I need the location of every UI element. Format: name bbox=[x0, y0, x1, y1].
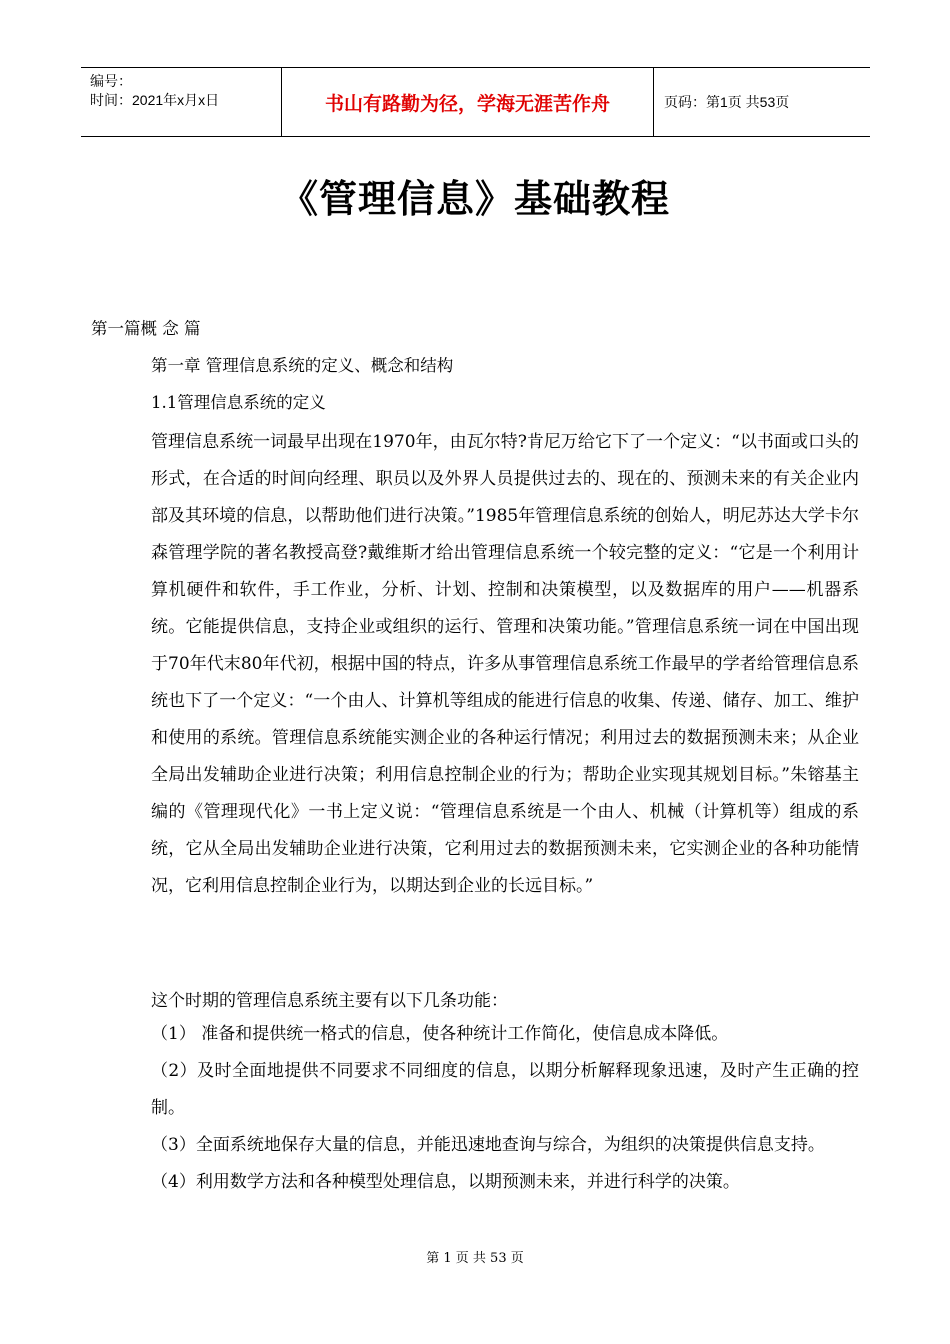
time-label: 时间：2021年x月x日 bbox=[90, 92, 220, 108]
list-item: （2）及时全面地提供不同要求不同细度的信息，以期分析解释现象迅速，及时产生正确的控制。 bbox=[151, 1061, 859, 1118]
serial-label: 编号： bbox=[90, 73, 132, 89]
section-heading: 1.1管理信息系统的定义 bbox=[151, 393, 326, 412]
document-header bbox=[81, 67, 870, 137]
definition-paragraph: 管理信息系统一词最早出现在1970年，由瓦尔特?肯尼万给它下了一个定义：“以书面或口头的形式，在合适的时间向经理、职员以及外界人员提供过去的、现在的、预测未来的有关企业内部及其环境的信息，以帮助他们进行决策。”1985年管理信息系统的创始人，明尼苏达大学卡尔森管理学院的著名教授高登?戴维斯才给出管理信息系统一个较完整的定义：“它是一个利用计算机硬件和软件，手工作业，分析、计划、控制和决策模型，以及数据库的用户——机器系统。它能提供信息，支持企业或组织的运行、管理和决策功能。”管理信息系统一词在中国出现于70年代末80年代初，根据中国的特点，许多从事管理信息系统工作最早的学者给管理信息系统也下了一个定义：“一个由人、计算机等组成的能进行信息的收集、传递、储存、加工、维护和使用的系统。管理信息系统能实测企业的各种运行情况；利用过去的数据预测未来；从企业全局出发辅助企业进行决策；利用信息控制企业的行为；帮助企业实现其规划目标。”朱镕基主编的《管理现代化》一书上定义说：“管理信息系统是一个由人、机械（计算机等）组成的系统，它从全局出发辅助企业进行决策，它利用过去的数据预测未来，它实测企业的各种功能情况，它利用信息控制企业行为，以期达到企业的长远目标。” bbox=[151, 432, 859, 896]
header-motto: 书山有路勤为径，学海无涯苦作舟 bbox=[281, 68, 654, 136]
list-item: （4）利用数学方法和各种模型处理信息，以期预测未来，并进行科学的决策。 bbox=[151, 1172, 740, 1192]
list-item: （1） 准备和提供统一格式的信息，使各种统计工作简化，使信息成本降低。 bbox=[151, 1024, 729, 1044]
part-heading: 第一篇概 念 篇 bbox=[91, 319, 201, 338]
functions-list bbox=[151, 1016, 859, 1201]
header-meta bbox=[81, 68, 281, 136]
list-item: （3）全面系统地保存大量的信息，并能迅速地查询与综合，为组织的决策提供信息支持。 bbox=[151, 1135, 825, 1155]
functions-intro: 这个时期的管理信息系统主要有以下几条功能： bbox=[151, 991, 508, 1011]
page-footer: 第 1 页 共 53 页 bbox=[426, 1251, 524, 1266]
header-page-info: 页码：第1页 共53页 bbox=[664, 94, 790, 110]
document-title: 《管理信息》基础教程 bbox=[279, 177, 670, 221]
chapter-heading: 第一章 管理信息系统的定义、概念和结构 bbox=[151, 356, 454, 375]
